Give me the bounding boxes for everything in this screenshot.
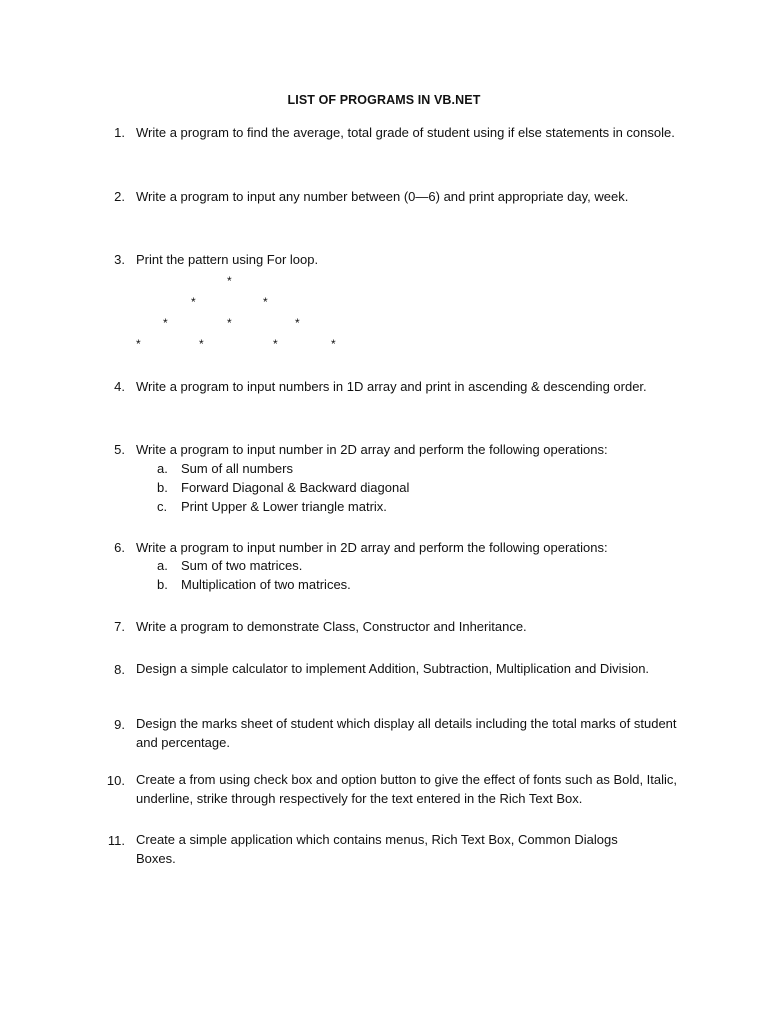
item-number: 10.: [106, 773, 125, 788]
item-text: Write a program to input any number between (0—6) and print appropriate day, week.: [136, 189, 629, 204]
sub-item-letter: b.: [157, 480, 168, 495]
item-number: 8.: [114, 662, 125, 677]
sub-item: [136, 478, 676, 497]
item-text: Write a program to demonstrate Class, Constructor and Inheritance.: [136, 619, 527, 634]
sub-item-text: Sum of two matrices.: [181, 558, 303, 573]
pattern-star: *: [227, 316, 232, 330]
item-text: Write a program to input number in 2D array and perform the following operations:: [136, 442, 608, 457]
pattern-star: *: [199, 337, 204, 351]
sub-item-text: Print Upper & Lower triangle matrix.: [181, 499, 387, 514]
item-text: Write a program to input number in 2D array and perform the following operations:: [136, 540, 608, 555]
sub-item-text: Multiplication of two matrices.: [181, 577, 351, 592]
item-number: 6.: [114, 540, 125, 555]
sub-item-letter: c.: [157, 499, 168, 514]
pattern-star: *: [136, 337, 141, 351]
item-number: 5.: [114, 442, 125, 457]
item-number: 1.: [114, 125, 125, 140]
item-text: Write a program to find the average, total grade of student using if else statements in console.: [136, 125, 675, 140]
item-number: 4.: [114, 379, 125, 394]
sub-item: [136, 556, 676, 575]
sub-item-letter: a.: [157, 461, 168, 476]
pattern-star: *: [191, 295, 196, 309]
pattern-star: *: [295, 316, 300, 330]
sub-item-letter: b.: [157, 577, 168, 592]
sub-item-text: Forward Diagonal & Backward diagonal: [181, 480, 410, 495]
sublist-6: [136, 556, 676, 594]
item-number: 9.: [114, 717, 125, 732]
pattern-star: *: [273, 337, 278, 351]
sub-item-letter: a.: [157, 558, 168, 573]
item-number: 2.: [114, 189, 125, 204]
sub-item: [136, 575, 676, 594]
page-title: LIST OF PROGRAMS IN VB.NET: [287, 93, 481, 107]
pattern-star: *: [331, 337, 336, 351]
item-text: Create a simple application which contains menus, Rich Text Box, Common Dialogs Boxes.: [136, 832, 618, 866]
sub-item: [136, 459, 676, 478]
item-text: Design the marks sheet of student which display all details including the total marks of student and percentage.: [136, 716, 677, 750]
item-text: Create a from using check box and option button to give the effect of fonts such as Bold, Italic, underline, strike through respectively for the text entered in the Rich Text Box.: [136, 772, 678, 806]
sub-item-text: Sum of all numbers: [181, 461, 293, 476]
sublist-5: [136, 459, 676, 516]
item-text: Print the pattern using For loop.: [136, 252, 319, 267]
sub-item: [136, 497, 676, 516]
pattern-star: *: [163, 316, 168, 330]
item-number: 3.: [114, 252, 125, 267]
item-number: 7.: [114, 619, 125, 634]
item-text: Design a simple calculator to implement Addition, Subtraction, Multiplication and Division.: [136, 661, 650, 676]
pattern-star: *: [227, 274, 232, 288]
pattern-star: *: [263, 295, 268, 309]
item-text: Write a program to input numbers in 1D array and print in ascending & descending order.: [136, 379, 647, 394]
item-number: 11.: [107, 833, 125, 848]
